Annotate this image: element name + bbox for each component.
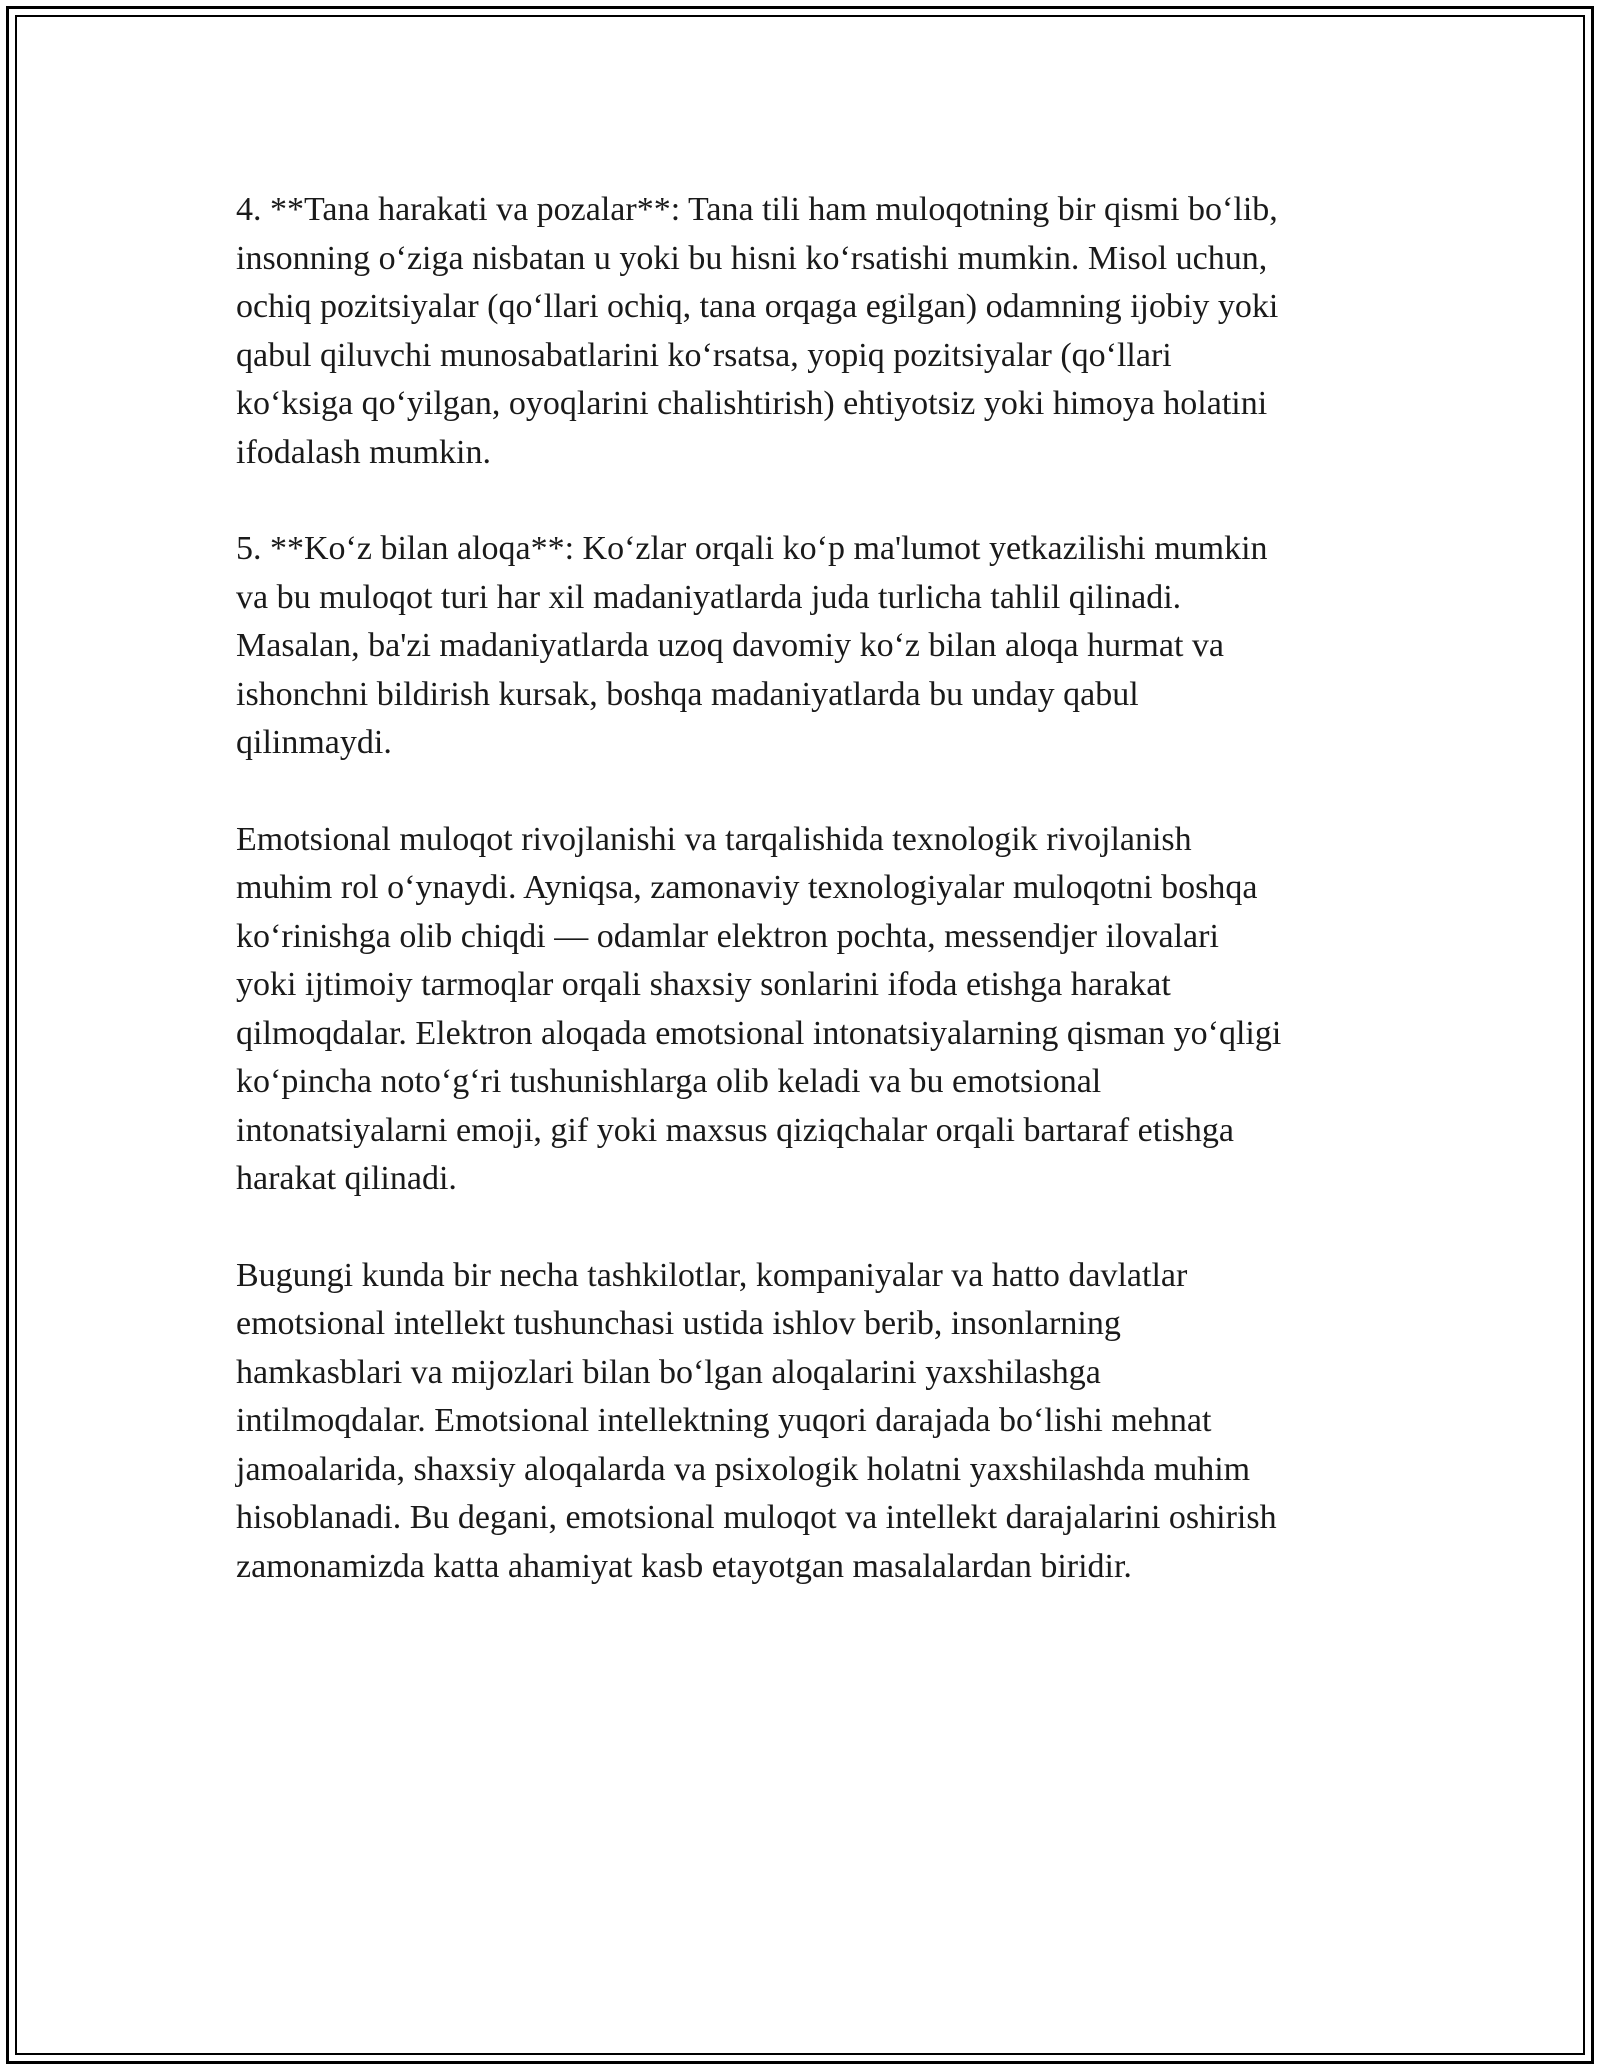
document-body: [236, 186, 1386, 1639]
paragraph-eye-contact: 5. **Ko‘z bilan aloqa**: Ko‘zlar orqali ko‘p ma'lumot yetkazilishi mumkin va bu muloqot turi har xil madaniyatlarda juda turlicha tahlil qilinadi. Masalan, ba'zi madaniyatlarda uzoq davomiy ko‘z bilan aloqa hurmat va ishonchni bildirish kursak, boshqa madaniyatlarda bu unday qabul qilinmaydi.: [236, 530, 1268, 761]
paragraph-body-language: 4. **Tana harakati va pozalar**: Tana tili ham muloqotning bir qismi bo‘lib, insonning o‘ziga nisbatan u yoki bu hisni ko‘rsatishi mumkin. Misol uchun, ochiq pozitsiyalar (qo‘llari ochiq, tana orqaga egilgan) odamning ijobiy yoki qabul qiluvchi munosabatlarini ko‘rsatsa, yopiq pozitsiyalar (qo‘llari ko‘ksiga qo‘yilgan, oyoqlarini chalishtirish) ehtiyotsiz yoki himoya holatini ifodalash mumkin.: [236, 191, 1279, 471]
paragraph-emotional-intelligence: Bugungi kunda bir necha tashkilotlar, kompaniyalar va hatto davlatlar emotsional intellekt tushunchasi ustida ishlov berib, insonlarning hamkasblari va mijozlari bilan bo‘lgan aloqalarini yaxshilashga intilmoqdalar. Emotsional intellektning yuqori darajada bo‘lishi mehnat jamoalarida, shaxsiy aloqalarda va psixologik holatni yaxshilashda muhim hisoblanadi. Bu degani, emotsional muloqot va intellekt darajalarini oshirish zamonamizda katta ahamiyat kasb etayotgan masalalardan biridir.: [236, 1256, 1277, 1585]
paragraph-technology: Emotsional muloqot rivojlanishi va tarqalishida texnologik rivojlanish muhim rol o‘ynaydi. Ayniqsa, zamonaviy texnologiyalar muloqotni boshqa ko‘rinishga olib chiqdi — odamlar elektron pochta, messendjer ilovalari yoki ijtimoiy tarmoqlar orqali shaxsiy sonlarini ifoda etishga harakat qilmoqdalar. Elektron aloqada emotsional intonatsiyalarning qisman yo‘qligi ko‘pincha noto‘g‘ri tushunishlarga olib keladi va bu emotsional intonatsiyalarni emoji, gif yoki maxsus qiziqchalar orqali bartaraf etishga harakat qilinadi.: [236, 820, 1282, 1197]
